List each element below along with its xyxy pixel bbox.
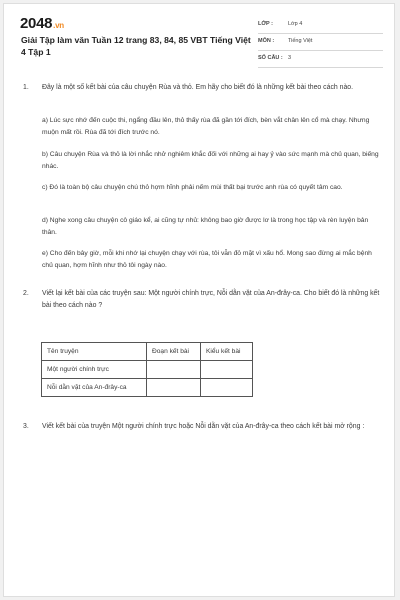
logo-text: 2048 — [20, 15, 53, 32]
question-text: Viết lại kết bài của các truyện sau: Một người chính trực, Nỗi dằn vặt của An-đrây-ca. Cho biết đó là những kết bài theo cách nào ? — [42, 290, 380, 310]
table-header-row — [42, 343, 253, 361]
table-cell-ending-type[interactable] — [201, 379, 253, 397]
meta-info — [258, 17, 383, 68]
answer-option-a: a) Lúc sực nhớ đến cuộc thi, ngẩng đầu lên, thỏ thấy rùa đã gần tới đích, bèn vắt chân lên cổ mà chạy. Nhưng muộn mất rồi. Rùa đã tới đích trước nó. — [42, 117, 370, 137]
table-cell-ending-type[interactable] — [201, 361, 253, 379]
question-number: 3. — [23, 423, 29, 430]
page-title: Giải Tập làm văn Tuần 12 trang 83, 84, 85 VBT Tiếng Việt 4 Tập 1 — [21, 35, 251, 57]
answer-option-b: b) Câu chuyện Rùa và thỏ là lời nhắc nhở nghiêm khắc đối với những ai hay ỷ vào sức mạnh mà chủ quan, biếng nhác. — [42, 151, 379, 171]
table-cell-story: Nỗi dằn vặt của An-đrây-ca — [42, 379, 147, 397]
meta-row-subject — [258, 34, 383, 51]
answer-option-c: c) Đó là toàn bộ câu chuyện chú thỏ hợm hĩnh phải nếm mùi thất bại trước anh rùa có quyết tâm cao. — [42, 184, 343, 191]
meta-label: SỐ CÂU : — [258, 55, 283, 61]
document-sheet — [3, 3, 395, 597]
table-header-ending-type: Kiểu kết bài — [201, 343, 253, 361]
meta-label: LỚP : — [258, 21, 273, 27]
question-number: 2. — [23, 290, 29, 297]
meta-value: 3 — [288, 55, 292, 61]
meta-label: MÔN : — [258, 38, 275, 44]
table-cell-ending[interactable] — [147, 361, 201, 379]
question-text: Đây là một số kết bài của câu chuyện Rùa và thỏ. Em hãy cho biết đó là những kết bài theo cách nào. — [42, 84, 354, 91]
answer-option-e: e) Cho đến bây giờ, mỗi khi nhớ lại chuyện chạy với rùa, tôi vẫn đỏ mặt vì xấu hổ. Mong sao đừng ai mắc bệnh chủ quan, hợm hĩnh như thỏ tôi ngày nào. — [42, 250, 372, 270]
answer-option-d: d) Nghe xong câu chuyện cô giáo kể, ai cũng tự nhủ: không bao giờ được lơ là trong học tập và rèn luyện bản thân. — [42, 217, 369, 237]
table-header-ending: Đoạn kết bài — [147, 343, 201, 361]
meta-value: Tiếng Việt — [288, 38, 313, 44]
meta-row-question-count — [258, 51, 383, 68]
table-row — [42, 361, 253, 379]
question-text: Viết kết bài của truyện Một người chính trực hoặc Nỗi dằn vặt của An-đrây-ca theo cách kết bài mở rộng : — [42, 423, 365, 430]
meta-row-class — [258, 17, 383, 34]
question-number: 1. — [23, 84, 29, 91]
table-header-story: Tên truyện — [42, 343, 147, 361]
site-logo[interactable] — [20, 15, 64, 32]
table-cell-story: Một người chính trực — [42, 361, 147, 379]
answer-table — [41, 342, 253, 397]
table-cell-ending[interactable] — [147, 379, 201, 397]
meta-value: Lớp 4 — [288, 21, 303, 27]
document-header — [4, 4, 394, 74]
table-row — [42, 379, 253, 397]
logo-suffix: .vn — [53, 21, 64, 30]
